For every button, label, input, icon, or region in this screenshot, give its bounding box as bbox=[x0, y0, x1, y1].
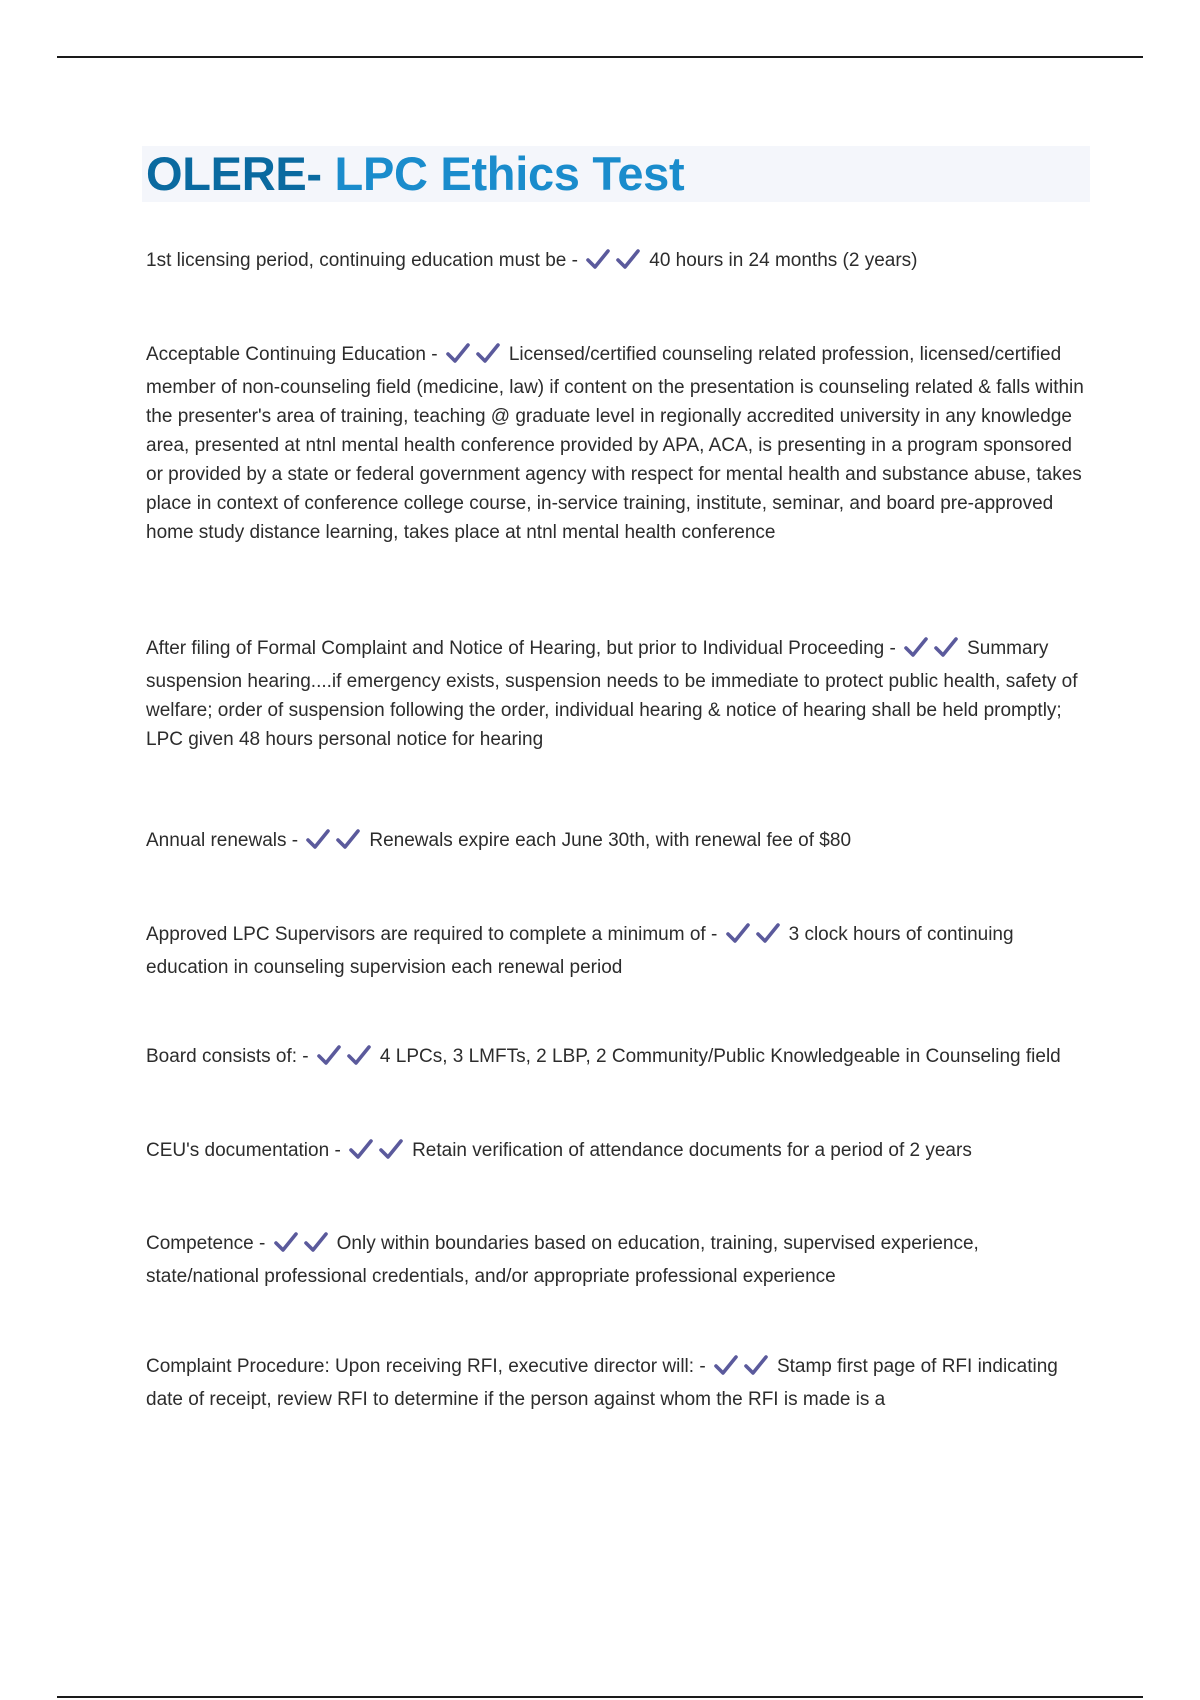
check-icon bbox=[713, 1354, 739, 1376]
qa-entry bbox=[146, 340, 1094, 547]
check-icon bbox=[303, 1231, 329, 1253]
qa-entry bbox=[146, 1136, 972, 1169]
entry-question: Complaint Procedure: Upon receiving RFI, executive director will: - bbox=[146, 1356, 706, 1377]
answer-marker bbox=[725, 922, 785, 953]
check-icon bbox=[903, 636, 929, 658]
check-icon bbox=[348, 1138, 374, 1160]
document-title bbox=[146, 146, 684, 202]
entry-question: 1st licensing period, continuing education must be - bbox=[146, 250, 578, 271]
qa-entry bbox=[146, 634, 1094, 754]
entry-answer: Licensed/certified counseling related profession, licensed/certified member of non-counseling field (medicine, law) if content on the presentation is counseling related & falls within the presenter's area of training, teaching @ graduate level in regionally accredited university in any knowledge area, presented at ntnl mental health conference provided by APA, ACA, is presenting in a program sponsored or provided by a state or federal government agency with respect for mental health and substance abuse, takes place in context of conference college course, in-service training, institute, seminar, and board pre-approved home study distance learning, takes place at ntnl mental health conference bbox=[146, 344, 1084, 543]
title-main: LPC Ethics Test bbox=[334, 147, 685, 200]
entry-answer: Only within boundaries based on education, training, supervised experience, state/national professional credentials, and/or appropriate professional experience bbox=[146, 1233, 979, 1287]
bottom-rule bbox=[57, 1696, 1143, 1698]
answer-marker bbox=[585, 248, 645, 279]
entry-answer: 3 clock hours of continuing education in counseling supervision each renewal period bbox=[146, 924, 1014, 978]
qa-entry bbox=[146, 1229, 1094, 1291]
answer-marker bbox=[903, 636, 963, 667]
entry-question: CEU's documentation - bbox=[146, 1140, 341, 1161]
check-icon bbox=[378, 1138, 404, 1160]
answer-marker bbox=[713, 1354, 773, 1385]
entry-answer: Renewals expire each June 30th, with renewal fee of $80 bbox=[369, 830, 852, 851]
check-icon bbox=[475, 342, 501, 364]
entry-answer: 4 LPCs, 3 LMFTs, 2 LBP, 2 Community/Public Knowledgeable in Counseling field bbox=[379, 1046, 1061, 1067]
entry-answer: Summary suspension hearing....if emergency exists, suspension needs to be immediate to protect public health, safety of welfare; order of suspension following the order, individual hearing & notice of hearing shall be held promptly; LPC given 48 hours personal notice for hearing bbox=[146, 638, 1078, 750]
qa-entry bbox=[146, 920, 1094, 982]
check-icon bbox=[725, 922, 751, 944]
entry-answer: Stamp first page of RFI indicating date of receipt, review RFI to determine if the person against whom the RFI is made is a bbox=[146, 1356, 1058, 1410]
check-icon bbox=[585, 248, 611, 270]
entry-question: Acceptable Continuing Education - bbox=[146, 344, 438, 365]
check-icon bbox=[615, 248, 641, 270]
entry-question: Board consists of: - bbox=[146, 1046, 309, 1067]
entry-question: After filing of Formal Complaint and Notice of Hearing, but prior to Individual Proceeding - bbox=[146, 638, 896, 659]
entry-answer: Retain verification of attendance documents for a period of 2 years bbox=[412, 1140, 972, 1161]
answer-marker bbox=[305, 828, 365, 859]
check-icon bbox=[933, 636, 959, 658]
check-icon bbox=[305, 828, 331, 850]
answer-marker bbox=[273, 1231, 333, 1262]
qa-entry bbox=[146, 246, 918, 279]
entry-question: Annual renewals - bbox=[146, 830, 299, 851]
check-icon bbox=[445, 342, 471, 364]
entry-question: Competence - bbox=[146, 1233, 266, 1254]
check-icon bbox=[335, 828, 361, 850]
check-icon bbox=[743, 1354, 769, 1376]
check-icon bbox=[346, 1044, 372, 1066]
entry-question: Approved LPC Supervisors are required to complete a minimum of - bbox=[146, 924, 718, 945]
qa-entry bbox=[146, 1042, 1061, 1075]
check-icon bbox=[755, 922, 781, 944]
answer-marker bbox=[316, 1044, 376, 1075]
answer-marker bbox=[445, 342, 505, 373]
entry-answer: 40 hours in 24 months (2 years) bbox=[649, 250, 918, 271]
qa-entry bbox=[146, 1352, 1094, 1414]
check-icon bbox=[273, 1231, 299, 1253]
title-prefix: OLERE- bbox=[146, 147, 322, 200]
answer-marker bbox=[348, 1138, 408, 1169]
top-rule bbox=[57, 56, 1143, 58]
check-icon bbox=[316, 1044, 342, 1066]
qa-entry bbox=[146, 826, 851, 859]
